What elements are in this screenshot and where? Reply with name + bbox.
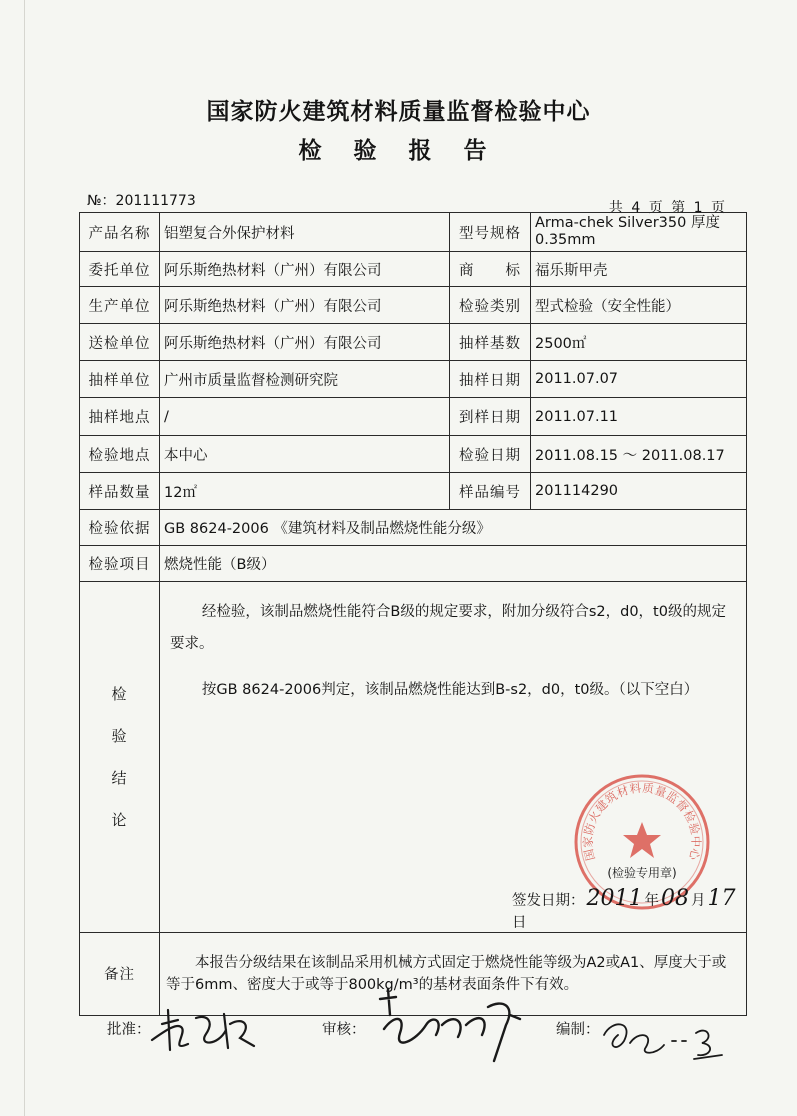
report-table <box>79 212 747 1016</box>
issue-day: 17 <box>707 886 736 912</box>
compile-label: 编制： <box>556 1022 600 1038</box>
model-label: 型号规格 <box>450 213 531 252</box>
table-row <box>80 252 747 287</box>
conclusion-label <box>80 582 160 932</box>
table-row <box>80 582 747 932</box>
sample-base-value: 2500㎡ <box>531 324 747 361</box>
product-name-label: 产品名称 <box>80 213 160 252</box>
client-value: 阿乐斯绝热材料（广州）有限公司 <box>160 252 450 287</box>
table-row <box>80 324 747 361</box>
sample-date-value: 2011.07.07 <box>531 361 747 398</box>
quantity-value: 12㎡ <box>160 473 450 510</box>
table-row <box>80 361 747 398</box>
model-value-line2: 0.35mm <box>535 232 596 249</box>
review-label: 审核： <box>322 1022 366 1038</box>
table-row <box>80 398 747 436</box>
test-type-label: 检验类别 <box>450 287 531 324</box>
model-value <box>531 213 747 252</box>
conclusion-label-char: 论 <box>111 811 128 830</box>
approver-signature <box>148 1000 260 1060</box>
basis-value: GB 8624-2006 《建筑材料及制品燃烧性能分级》 <box>160 510 747 546</box>
table-row <box>80 473 747 510</box>
table-row <box>80 436 747 473</box>
submitter-value: 阿乐斯绝热材料（广州）有限公司 <box>160 324 450 361</box>
issue-month: 08 <box>661 886 689 912</box>
item-label: 检验项目 <box>80 546 160 582</box>
test-date-value: 2011.08.15 ～ 2011.08.17 <box>531 436 747 473</box>
issue-day-suffix: 日 <box>512 915 527 932</box>
remarks-value: 本报告分级结果在该制品采用机械方式固定于燃烧性能等级为A2或A1、厚度大于或等于6mm、密度大于或等于800kg/m³的基材表面条件下有效。 <box>160 932 747 1016</box>
table-row <box>80 287 747 324</box>
submitter-label: 送检单位 <box>80 324 160 361</box>
conclusion-label-char: 结 <box>111 769 128 788</box>
svg-text:国家防火建筑材料质量监督检验中心: 国家防火建筑材料质量监督检验中心 <box>580 781 704 863</box>
sample-place-value: / <box>160 398 450 436</box>
arrive-date-value: 2011.07.11 <box>531 398 747 436</box>
test-date-label: 检验日期 <box>450 436 531 473</box>
table-row <box>80 213 747 252</box>
page-count: 共 4 页 第 1 页 <box>608 200 727 216</box>
reviewer-signature <box>370 985 530 1067</box>
approve-label: 批准： <box>107 1022 151 1038</box>
sample-date-label: 抽样日期 <box>450 361 531 398</box>
conclusion-paragraph-1: 经检验，该制品燃烧性能符合B级的规定要求，附加分级符合s2，d0，t0级的规定要求。 <box>170 604 726 653</box>
compiler-signature <box>598 1005 734 1063</box>
issue-month-suffix: 月 <box>691 893 706 910</box>
model-value-line1: Arma-chek Silver350 厚度 <box>535 215 720 232</box>
client-label: 委托单位 <box>80 252 160 287</box>
quantity-label: 样品数量 <box>80 473 160 510</box>
table-row <box>80 546 747 582</box>
arrive-date-label: 到样日期 <box>450 398 531 436</box>
sample-base-label: 抽样基数 <box>450 324 531 361</box>
conclusion-paragraph-2: 按GB 8624-2006判定，该制品燃烧性能达到B-s2，d0，t0级。（以下空白） <box>201 682 699 699</box>
page-edge <box>24 0 25 1116</box>
sampler-label: 抽样单位 <box>80 361 160 398</box>
conclusion-label-char: 检 <box>111 685 128 704</box>
basis-label: 检验依据 <box>80 510 160 546</box>
item-value: 燃烧性能（B级） <box>160 546 747 582</box>
test-type-value: 型式检验（安全性能） <box>531 287 747 324</box>
test-place-label: 检验地点 <box>80 436 160 473</box>
producer-value: 阿乐斯绝热材料（广州）有限公司 <box>160 287 450 324</box>
producer-label: 生产单位 <box>80 287 160 324</box>
report-number: №：201111773 <box>87 193 196 209</box>
issue-year: 2011 <box>586 886 643 912</box>
sample-no-label: 样品编号 <box>450 473 531 510</box>
product-name-value: 铝塑复合外保护材料 <box>160 213 450 252</box>
org-title: 国家防火建筑材料质量监督检验中心 <box>206 99 591 125</box>
test-place-value: 本中心 <box>160 436 450 473</box>
brand-value: 福乐斯甲壳 <box>531 252 747 287</box>
issue-date <box>512 886 746 932</box>
issue-year-suffix: 年 <box>644 893 659 910</box>
conclusion-label-char: 验 <box>111 727 128 746</box>
report-title: 检 验 报 告 <box>298 138 499 164</box>
conclusion-body <box>160 582 747 932</box>
sampler-value: 广州市质量监督检测研究院 <box>160 361 450 398</box>
stamp-subtitle: (检验专用章) <box>607 866 677 881</box>
sample-place-label: 抽样地点 <box>80 398 160 436</box>
issue-date-label: 签发日期： <box>512 893 585 910</box>
brand-label: 商 标 <box>450 252 531 287</box>
remarks-label: 备注 <box>80 932 160 1016</box>
table-row <box>80 510 747 546</box>
sample-no-value: 201114290 <box>531 473 747 510</box>
